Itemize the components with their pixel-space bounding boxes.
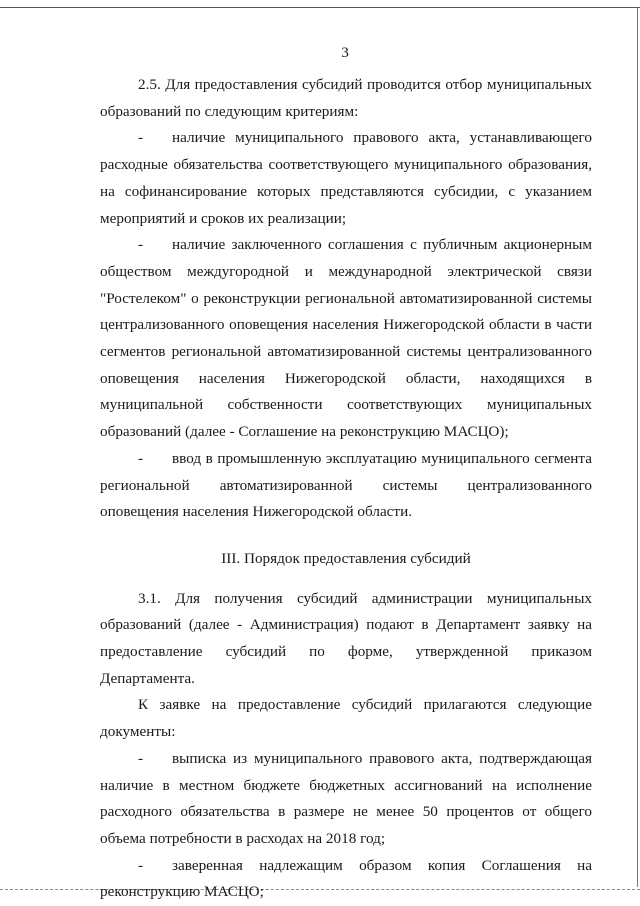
dash-marker: -: [138, 449, 144, 467]
document-body: [100, 72, 592, 906]
criterion-text-1: наличие муниципального правового акта, устанавливающего расходные обязательства соответствующего муниципального образования, на софинансирование которых представляются субсидии, с указанием мероприятий и сроков их реализации;: [100, 129, 592, 227]
criterion-item-1: [100, 125, 592, 232]
dash-marker: -: [138, 749, 144, 767]
dash-marker: -: [138, 856, 144, 874]
dash-marker: -: [138, 129, 144, 147]
page-number: 3: [341, 44, 349, 61]
scan-edge-top: [0, 7, 640, 8]
criterion-text-3: ввод в промышленную эксплуатацию муниципального сегмента региональной автоматизированной системы централизованного оповещения населения Нижегородской области.: [100, 449, 592, 521]
document-text-2: заверенная надлежащим образом копия Соглашения на реконструкцию МАСЦО;: [100, 856, 592, 901]
section-heading: III. Порядок предоставления субсидий: [221, 549, 471, 567]
dash-marker: -: [138, 236, 144, 254]
document-item-1: [100, 746, 592, 853]
criterion-item-2: [100, 232, 592, 446]
document-item-2: [100, 853, 592, 906]
document-text-1: выписка из муниципального правового акта, подтверждающая наличие в местном бюджете бюджетных ассигнований на исполнение расходного обязательства в размере не менее 50 процентов от общего объема потребности в расходах на 2018 год;: [100, 749, 592, 847]
criterion-item-3: [100, 446, 592, 526]
paragraph-3-1: 3.1. Для получения субсидий администрации муниципальных образований (далее - Администрация) подают в Департамент заявку на предоставление субсидий по форме, утвержденной приказом Департамента.: [100, 589, 592, 687]
paragraph-documents: К заявке на предоставление субсидий прилагаются следующие документы:: [100, 696, 592, 741]
criterion-text-2: наличие заключенного соглашения с публичным акционерным обществом междугородной и международной электрической связи "Ростелеком" о реконструкции региональной автоматизированной системы централизованного оповещения населения Нижегородской области в части сегментов региональной автоматизированной системы централизованного оповещения населения Нижегородской области, находящихся в муниципальной собственности соответствующих муниципальных образований (далее - Соглашение на реконструкцию МАСЦО);: [100, 236, 592, 441]
scan-edge-right: [637, 7, 638, 887]
paragraph-2-5: 2.5. Для предоставления субсидий проводится отбор муниципальных образований по следующим критериям:: [100, 76, 592, 120]
